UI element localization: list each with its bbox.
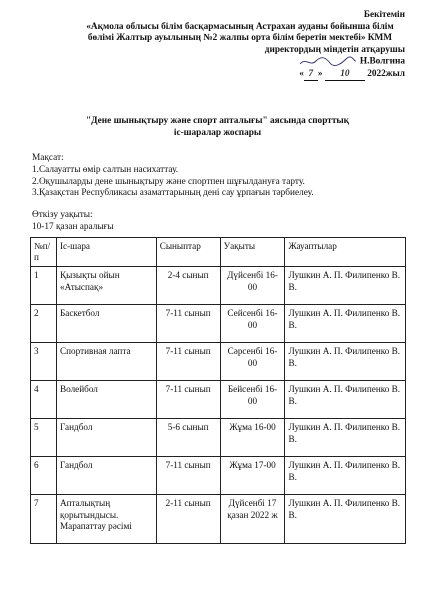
handwritten-signature bbox=[298, 56, 358, 67]
goal-item: 1.Салауатты өмір салтын насихаттау. bbox=[32, 164, 179, 175]
cell-responsible: Лушкин А. П. Филипенко В. В. bbox=[285, 267, 406, 305]
cell-event: Гандбол bbox=[56, 419, 156, 457]
table-row bbox=[31, 495, 406, 544]
cell-no: 5 bbox=[31, 419, 57, 457]
table-row bbox=[31, 343, 406, 381]
cell-event: Қызықты ойын «Атыспақ» bbox=[56, 267, 156, 305]
table-row bbox=[31, 381, 406, 419]
cell-time: Дүйсенбі 16-00 bbox=[220, 267, 285, 305]
cell-event: Апталықтың қорытындысы. Марапаттау рәсімі bbox=[56, 495, 156, 544]
cell-grades: 7-11 сынып bbox=[156, 305, 220, 343]
title-line-1: "Дене шынықтыру және спорт апталығы" аясында спорттық bbox=[85, 116, 350, 126]
date-open-quote: « bbox=[299, 68, 304, 79]
cell-time: Сейсенбі 16-00 bbox=[220, 305, 285, 343]
cell-grades: 7-11 сынып bbox=[156, 343, 220, 381]
table-row bbox=[31, 457, 406, 495]
cell-time: Жұма 16-00 bbox=[220, 419, 285, 457]
cell-time: Бейсенбі 16-00 bbox=[220, 381, 285, 419]
header-time: Уақыты bbox=[220, 238, 285, 267]
cell-no: 2 bbox=[31, 305, 57, 343]
cell-no: 4 bbox=[31, 381, 57, 419]
cell-grades: 2-4 сынып bbox=[156, 267, 220, 305]
approval-heading: Бекітемін bbox=[363, 10, 405, 20]
cell-time: Сәрсенбі 16-00 bbox=[220, 343, 285, 381]
cell-no: 3 bbox=[31, 343, 57, 381]
cell-responsible: Лушкин А. П. Филипенко В. В. bbox=[285, 495, 406, 544]
cell-grades: 7-11 сынып bbox=[156, 381, 220, 419]
table-row bbox=[31, 419, 406, 457]
cell-responsible: Лушкин А. П. Филипенко В. В. bbox=[285, 419, 406, 457]
goal-item: 3.Қазақстан Республикасы азаматтарының дені сау ұрпағын тәрбиелеу. bbox=[32, 188, 314, 199]
cell-time: Жұма 17-00 bbox=[220, 457, 285, 495]
cell-event: Спортивная лапта bbox=[56, 343, 156, 381]
table-header-row bbox=[31, 238, 406, 267]
cell-grades: 2-11 сынып bbox=[156, 495, 220, 544]
header-event: Іс-шара bbox=[56, 238, 156, 267]
cell-grades: 7-11 сынып bbox=[156, 457, 220, 495]
goals-heading: Мақсат: bbox=[32, 153, 64, 163]
cell-event: Гандбол bbox=[56, 457, 156, 495]
approval-date bbox=[75, 69, 405, 82]
table-row bbox=[31, 267, 406, 305]
signature-row bbox=[75, 56, 405, 68]
cell-time: Дүйсенбі 17 қазан 2022 ж bbox=[220, 495, 285, 544]
date-close-quote: » bbox=[317, 68, 323, 79]
cell-responsible: Лушкин А. П. Филипенко В. В. bbox=[285, 457, 406, 495]
cell-no: 6 bbox=[31, 457, 57, 495]
header-grades: Сыныптар bbox=[156, 238, 220, 267]
approval-position: директордың міндетін атқарушы bbox=[264, 44, 405, 55]
period-section bbox=[32, 210, 114, 234]
table-row bbox=[31, 305, 406, 343]
approval-org-line-2: бөлімі Жалтыр ауылының №2 жалпы орта білім беретін мектебі» КММ bbox=[87, 33, 393, 44]
cell-responsible: Лушкин А. П. Филипенко В. В. bbox=[285, 305, 406, 343]
approval-org-line-1: «Ақмола облысы білім басқармасының Астрахан ауданы бойынша білім bbox=[86, 21, 394, 32]
date-month: 10 bbox=[325, 69, 365, 82]
period-label: Өткізу уақыты: bbox=[32, 210, 93, 220]
document-title bbox=[0, 116, 435, 139]
goals-section bbox=[32, 153, 314, 200]
events-table bbox=[30, 237, 406, 544]
cell-no: 1 bbox=[31, 267, 57, 305]
period-value: 10-17 қазан аралығы bbox=[32, 221, 114, 232]
cell-no: 7 bbox=[31, 495, 57, 544]
cell-grades: 5-6 сынып bbox=[156, 419, 220, 457]
date-year: 2022жыл bbox=[367, 68, 405, 79]
header-responsible: Жауаптылар bbox=[285, 238, 406, 267]
header-no: №п/п bbox=[31, 238, 57, 267]
goal-item: 2.Оқушыларды дене шынықтыру және спортпен шұғылдануға тарту. bbox=[32, 176, 305, 187]
cell-responsible: Лушкин А. П. Филипенко В. В. bbox=[285, 381, 406, 419]
approval-block bbox=[75, 10, 405, 81]
title-line-2: іс-шаралар жоспары bbox=[173, 127, 262, 138]
cell-event: Баскетбол bbox=[56, 305, 156, 343]
date-day: 7 bbox=[304, 69, 318, 82]
cell-event: Волейбол bbox=[56, 381, 156, 419]
signer-name: Н.Волгина bbox=[359, 57, 405, 68]
cell-responsible: Лушкин А. П. Филипенко В. В. bbox=[285, 343, 406, 381]
